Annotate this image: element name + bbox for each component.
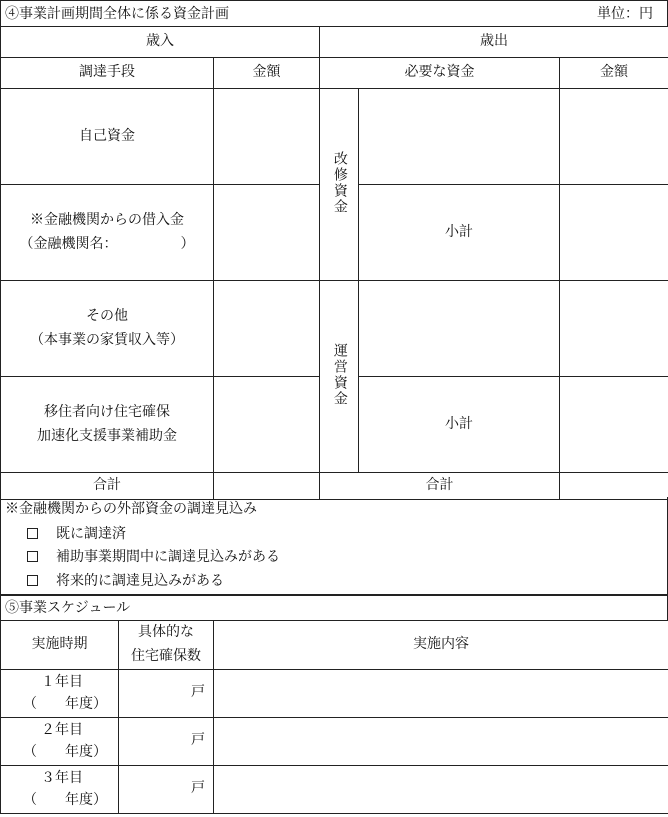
year-label: ３年目	[41, 770, 83, 786]
subsidy-amount-field[interactable]	[214, 377, 320, 473]
checkbox-already[interactable]	[27, 528, 38, 539]
house-unit-label: 戸	[191, 780, 205, 796]
prospects-title: ※金融機関からの外部資金の調達見込み	[5, 501, 257, 517]
fund-plan-table	[0, 26, 668, 500]
other-revenue-line2: （本事業の家賃収入等）	[30, 331, 184, 348]
prospect-option-label: 将来的に調達見込みがある	[56, 573, 224, 589]
expenditure-amount-column-header: 金額	[560, 58, 668, 89]
house-unit-label: 戸	[191, 684, 205, 700]
table-row	[1, 766, 668, 814]
renovation-subtotal-field[interactable]	[560, 185, 668, 281]
house-unit-label: 戸	[191, 732, 205, 748]
prospect-option-label: 既に調達済	[56, 526, 126, 542]
table-row	[1, 670, 668, 718]
own-funds-label: 自己資金	[1, 89, 214, 185]
operating-fund-text: 運営資金	[331, 343, 348, 407]
fund-plan-title: ④事業計画期間全体に係る資金計画	[5, 6, 229, 22]
year-label: １年目	[41, 674, 83, 690]
subsidy-label-line1: 移住者向け住宅確保	[44, 403, 170, 420]
schedule-table	[0, 620, 668, 814]
renovation-fund-label	[320, 89, 359, 281]
operating-fund-label	[320, 281, 359, 473]
table-row	[1, 718, 668, 766]
revenue-header: 歳入	[1, 27, 320, 58]
prospect-option-already[interactable]	[27, 522, 126, 546]
checkbox-during-period[interactable]	[27, 551, 38, 562]
operating-subtotal-field[interactable]	[560, 377, 668, 473]
own-funds-amount-field[interactable]	[214, 89, 320, 185]
year-label: ２年目	[41, 722, 83, 738]
prospect-option-label: 補助事業期間中に調達見込みがある	[56, 549, 280, 565]
renovation-subtotal-label: 小計	[359, 185, 560, 281]
content-column-header: 実施内容	[214, 621, 668, 670]
loan-label	[1, 185, 214, 281]
houses-column-header	[119, 621, 214, 670]
other-revenue-amount-field[interactable]	[214, 281, 320, 377]
procurement-column-header: 調達手段	[1, 58, 214, 89]
subsidy-label-line2: 加速化支援事業補助金	[37, 427, 177, 444]
revenue-total-field[interactable]	[214, 473, 320, 500]
checkbox-future[interactable]	[27, 575, 38, 586]
fund-plan-title-bar	[0, 0, 668, 27]
houses-header-line1: 具体的な	[138, 624, 194, 641]
houses-count-field[interactable]	[119, 766, 214, 814]
fiscal-year-label: （ 年度）	[23, 792, 107, 808]
content-field[interactable]	[214, 766, 668, 814]
expenditure-total-field[interactable]	[560, 473, 668, 500]
loan-label-line1: ※金融機関からの借入金	[30, 211, 184, 228]
schedule-title: ⑤事業スケジュール	[0, 595, 668, 620]
required-funds-column-header: 必要な資金	[320, 58, 560, 89]
other-revenue-label	[1, 281, 214, 377]
operating-required-field[interactable]	[359, 281, 560, 377]
prospect-option-during-period[interactable]	[27, 545, 280, 569]
prospect-option-future[interactable]	[27, 569, 224, 593]
expenditure-header: 歳出	[320, 27, 668, 58]
fiscal-year-label: （ 年度）	[23, 744, 107, 760]
revenue-total-label: 合計	[1, 473, 214, 500]
houses-header-line2: 住宅確保数	[131, 648, 201, 664]
unit-label: 単位：円	[597, 6, 653, 22]
period-cell	[1, 766, 119, 814]
external-funds-prospects	[0, 497, 668, 595]
renovation-fund-text: 改修資金	[331, 151, 348, 215]
period-column-header: 実施時期	[1, 621, 119, 670]
period-cell	[1, 718, 119, 766]
subsidy-label	[1, 377, 214, 473]
fiscal-year-label: （ 年度）	[23, 696, 107, 712]
loan-label-line2: （金融機関名： ）	[19, 235, 195, 252]
revenue-amount-column-header: 金額	[214, 58, 320, 89]
houses-count-field[interactable]	[119, 670, 214, 718]
content-field[interactable]	[214, 670, 668, 718]
renovation-amount-field[interactable]	[560, 89, 668, 185]
content-field[interactable]	[214, 718, 668, 766]
operating-amount-field[interactable]	[560, 281, 668, 377]
operating-subtotal-label: 小計	[359, 377, 560, 473]
houses-count-field[interactable]	[119, 718, 214, 766]
period-cell	[1, 670, 119, 718]
expenditure-total-label: 合計	[320, 473, 560, 500]
renovation-required-field[interactable]	[359, 89, 560, 185]
other-revenue-line1: その他	[86, 307, 128, 324]
loan-amount-field[interactable]	[214, 185, 320, 281]
